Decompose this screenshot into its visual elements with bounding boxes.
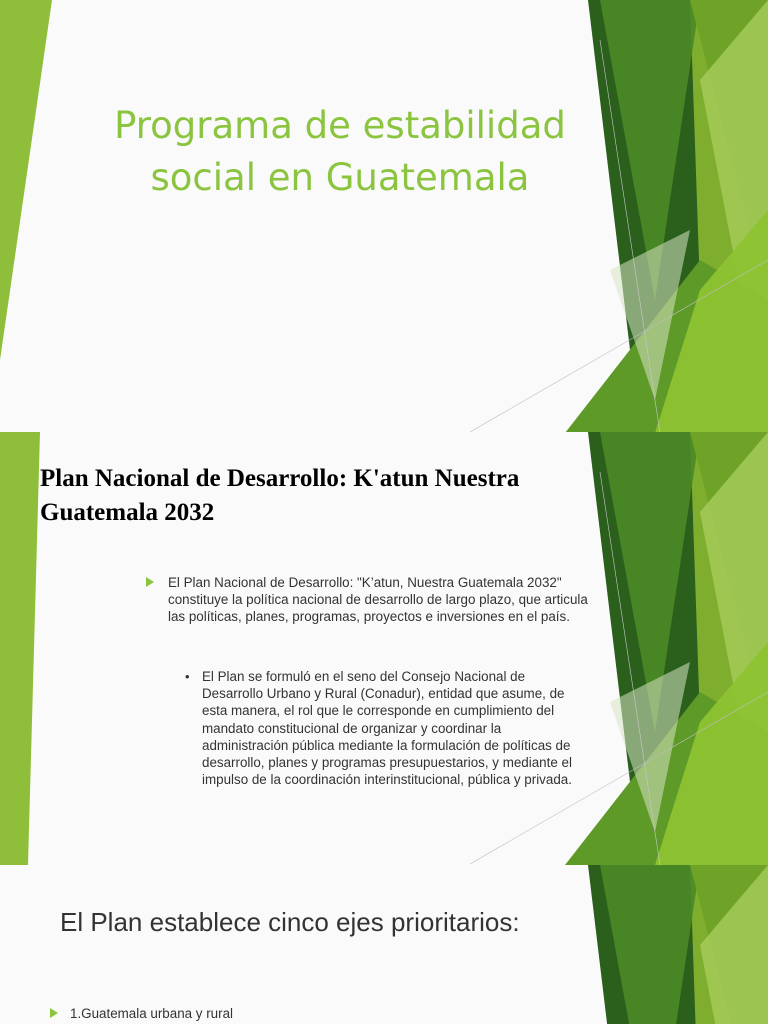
slide-3-list-item (50, 1005, 450, 1022)
slide-2-bullet-text: El Plan Nacional de Desarrollo: "K’atun, Nuestra Guatemala 2032" constituye la política nacional de desarrollo de largo plazo, que articula las políticas, planes, programas, proyectos e inversiones en el país. (168, 575, 588, 625)
slide-2-sub-bullet-text: El Plan se formuló en el seno del Consejo Nacional de Desarrollo Urbano y Rural (Conadur), entidad que asume, de esta manera, el rol que le corresponde en cumplimiento del mandato constitucional de organizar y coordinar la administración pública mediante la formulación de políticas de desarrollo, planes y programas presupuestarios, y mediante el impulso de la coordinación interinstitucional, pública y privada. (202, 669, 572, 788)
green-triangle-bullet-icon (146, 577, 154, 587)
slide-3-title: El Plan establece cinco ejes prioritarios: (60, 907, 520, 937)
slide-3 (0, 865, 768, 1024)
slide-2-bullet (146, 574, 601, 626)
slide-1-green-decoration (0, 0, 768, 432)
slide-3-green-decoration (0, 865, 768, 1024)
slide-2-title: Plan Nacional de Desarrollo: K'atun Nuestra Guatemala 2032 (40, 465, 520, 526)
dot-bullet-icon: • (185, 669, 190, 684)
green-triangle-bullet-icon (50, 1008, 58, 1018)
slide-2-sub-bullet (185, 668, 575, 788)
slide-1 (0, 0, 768, 432)
slide-1-title: Programa de estabilidad social en Guatemala (114, 104, 566, 199)
slide-3-list-item-text: 1.Guatemala urbana y rural (70, 1006, 234, 1021)
